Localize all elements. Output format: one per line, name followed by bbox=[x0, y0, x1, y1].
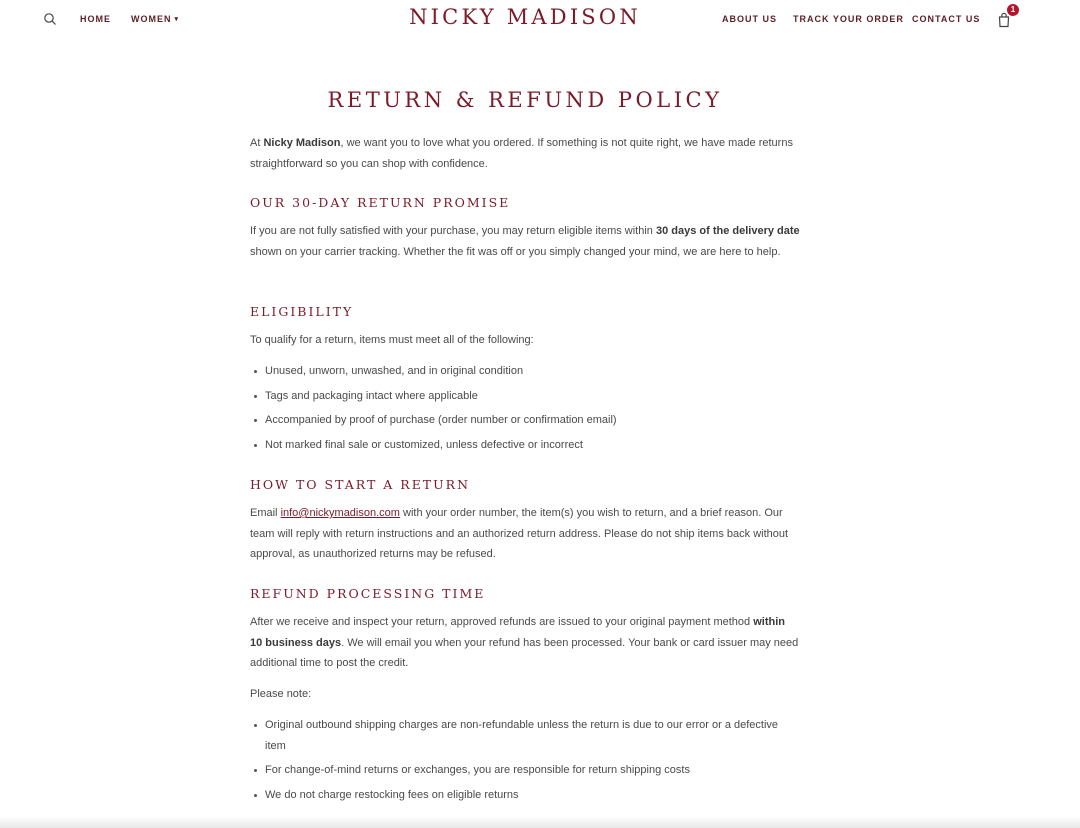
nav-about-link[interactable]: ABOUT US bbox=[722, 14, 777, 24]
promise-paragraph: If you are not fully satisfied with your purchase, you may return eligible items within 30 days of the delivery date shown on your carrier tracking. Whether the fit was off or you simply changed your mind, we are here to help. bbox=[250, 225, 800, 258]
eligibility-list-item: Accompanied by proof of purchase (order number or confirmation email) bbox=[265, 410, 800, 431]
refund-list-item: We do not charge restocking fees on eligible returns bbox=[265, 785, 800, 806]
start-return-paragraph: Email info@nickymadison.com with your order number, the item(s) you wish to return, and a brief reason. Our team will reply with return instructions and an authorized return address. Please do not ship items back without approval, as unauthorized returns may be refused. bbox=[250, 507, 789, 560]
refund-list-item: For change-of-mind returns or exchanges, you are responsible for return shipping costs bbox=[265, 760, 800, 781]
nav-women-link[interactable] bbox=[131, 14, 179, 24]
page-title: RETURN & REFUND POLICY bbox=[327, 88, 723, 112]
nav-contact-link[interactable]: CONTACT US bbox=[912, 14, 981, 24]
section-heading-eligibility: ELIGIBILITY bbox=[250, 304, 354, 319]
page-bottom-fade bbox=[0, 816, 1080, 828]
section-heading-refund: REFUND PROCESSING TIME bbox=[250, 586, 486, 601]
refund-paragraph: After we receive and inspect your return, approved refunds are issued to your original payment method within 10 business days. We will email you when your refund has been processed. Your bank or card issuer may need additional time to post the credit. bbox=[250, 616, 799, 669]
cart-count-badge: 1 bbox=[1007, 4, 1019, 16]
nav-women-label: WOMEN bbox=[131, 14, 172, 24]
nav-home-link[interactable]: HOME bbox=[80, 14, 111, 24]
brand-name: Nicky Madison bbox=[263, 137, 341, 149]
intro-paragraph: At Nicky Madison, we want you to love what you ordered. If something is not quite right, we have made returns straightforward so you can shop with confidence. bbox=[250, 137, 793, 170]
site-header bbox=[0, 0, 1080, 40]
eligibility-list-item: Tags and packaging intact where applicable bbox=[265, 386, 800, 407]
refund-list-item: Original outbound shipping charges are non-refundable unless the return is due to our error or a defective item bbox=[265, 715, 800, 756]
eligibility-paragraph: To qualify for a return, items must meet all of the following: bbox=[250, 334, 534, 346]
site-logo[interactable]: NICKY MADISON bbox=[409, 5, 641, 29]
eligibility-list-item: Not marked final sale or customized, unless defective or incorrect bbox=[265, 435, 800, 456]
email-link[interactable]: info@nickymadison.com bbox=[280, 507, 400, 519]
nav-track-order-link[interactable]: TRACK YOUR ORDER bbox=[793, 14, 904, 24]
chevron-down-icon: ▾ bbox=[174, 16, 180, 23]
eligibility-list-item: Unused, unworn, unwashed, and in original condition bbox=[265, 361, 800, 382]
section-heading-start-return: HOW TO START A RETURN bbox=[250, 477, 471, 492]
please-note-text: Please note: bbox=[250, 688, 312, 700]
search-icon[interactable] bbox=[43, 12, 57, 26]
section-heading-promise: OUR 30-DAY RETURN PROMISE bbox=[250, 195, 511, 210]
